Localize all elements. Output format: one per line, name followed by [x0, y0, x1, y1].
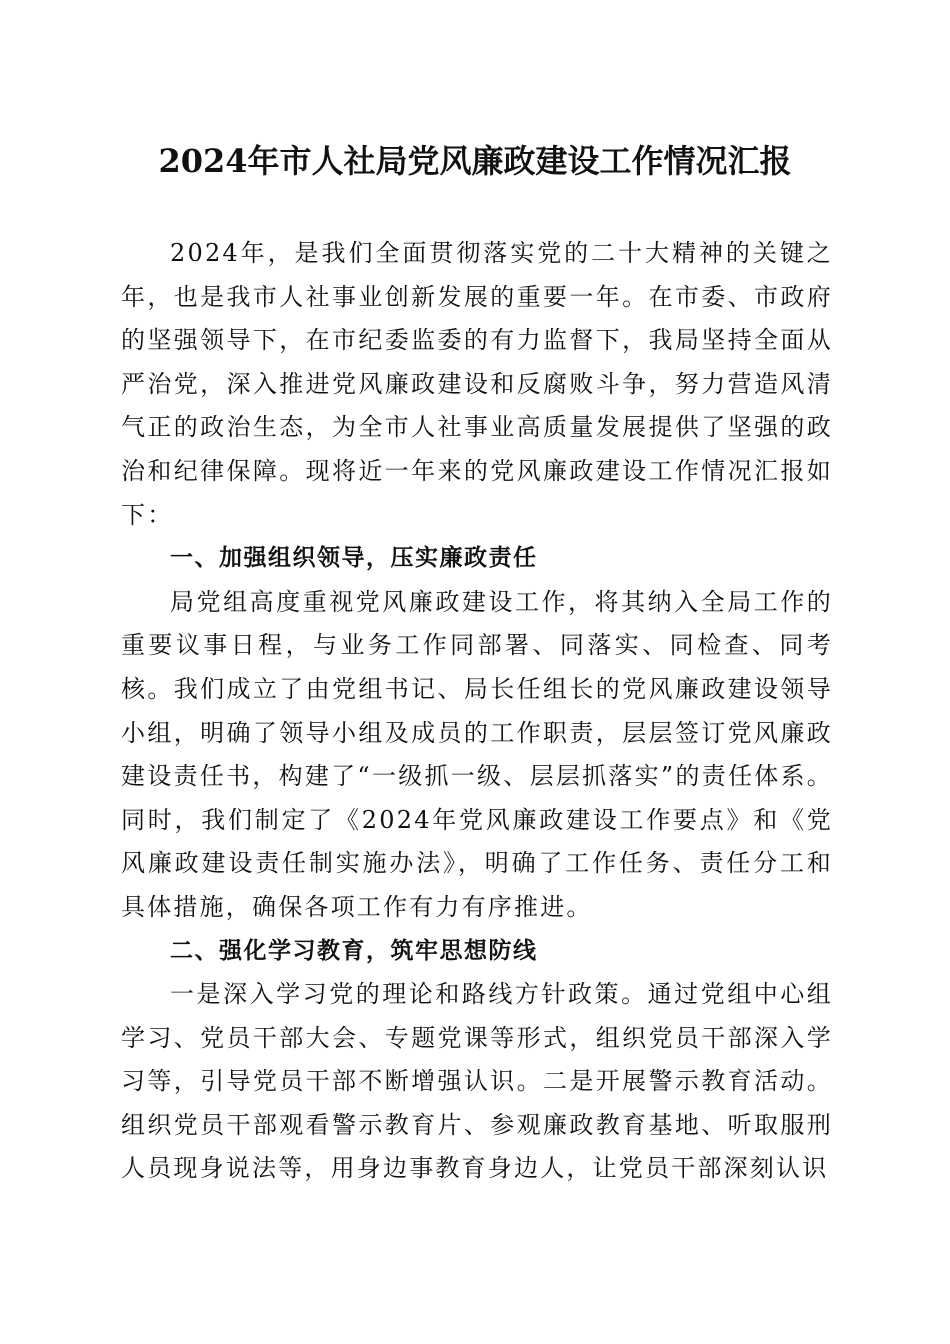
- document-title: 2024年市人社局党风廉政建设工作情况汇报: [158, 142, 792, 180]
- section-1-heading: 一、加强组织领导，压实廉政责任: [170, 545, 538, 572]
- section-1-paragraph: 局党组高度重视党风廉政建设工作，将其纳入全局工作的重要议事日程，与业务工作同部署、同落实、同检查、同考核。我们成立了由党组书记、局长任组长的党风廉政建设领导小组，明确了领导小组及成员的工作职责，层层签订党风廉政建设责任书，构建了“一级抓一级、层层抓落实”的责任体系。同时，我们制定了《2024年党风廉政建设工作要点》和《党风廉政建设责任制实施办法》，明确了工作任务、责任分工和具体措施，确保各项工作有力有序推进。: [121, 587, 833, 921]
- intro-paragraph: 2024年，是我们全面贯彻落实党的二十大精神的关键之年，也是我市人社事业创新发展的重要一年。在市委、市政府的坚强领导下，在市纪委监委的有力监督下，我局坚持全面从严治党，深入推进党风廉政建设和反腐败斗争，努力营造风清气正的政治生态，为全市人社事业高质量发展提供了坚强的政治和纪律保障。现将近一年来的党风廉政建设工作情况汇报如下：: [121, 239, 833, 529]
- document-body: [121, 232, 833, 1191]
- section-2-paragraph: 一是深入学习党的理论和路线方针政策。通过党组中心组学习、党员干部大会、专题党课等形式，组织党员干部深入学习等，引导党员干部不断增强认识。二是开展警示教育活动。组织党员干部观看警示教育片、参观廉政教育基地、听取服刑人员现身说法等，用身边事教育身边人，让党员干部深刻认识: [121, 980, 833, 1183]
- section-2-heading: 二、强化学习教育，筑牢思想防线: [170, 937, 538, 964]
